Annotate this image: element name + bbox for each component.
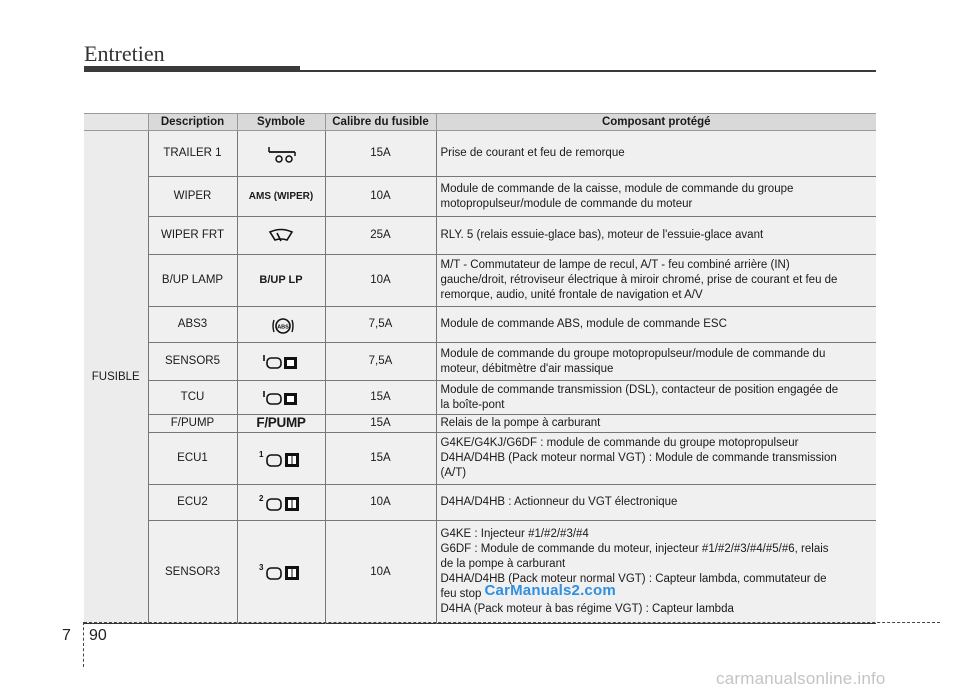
row-symbol [237,433,325,485]
table-row [84,521,876,624]
overlay-watermark: CarManuals2.com [484,582,616,599]
row-component [436,343,876,381]
row-symbol [237,131,325,177]
row-description: SENSOR5 [148,343,237,381]
row-symbol [237,255,325,307]
header-rule-thick [84,66,300,72]
page-number: 90 [89,627,107,644]
row-symbol [237,343,325,381]
component-line-with-overlay [440,582,873,602]
row-symbol [237,485,325,521]
row-description: ECU1 [148,433,237,485]
component-line: Relais de la pompe à carburant [440,417,601,429]
row-description: B/UP LAMP [148,255,237,307]
row-rating: 10A [325,177,436,217]
svg-text:2: 2 [259,493,264,503]
trailer-icon [263,145,299,163]
row-component [436,485,876,521]
backup-lamp-label: B/UP LP [259,274,303,286]
ecu-icon [257,493,305,513]
sensor-icon [261,389,301,407]
row-rating: 15A [325,433,436,485]
row-component [436,381,876,415]
table-header-row [84,114,876,131]
component-line: G6DF : Module de commande du moteur, injecteur #1/#2/#3/#4/#5/#6, relais [440,543,829,555]
table-row [84,485,876,521]
row-symbol [237,177,325,217]
component-line: Prise de courant et feu de remorque [440,147,625,159]
row-component [436,521,876,624]
site-watermark: carmanualsonline.info [716,669,886,688]
row-rating: 15A [325,381,436,415]
component-line: feu stop [440,588,482,600]
row-component [436,307,876,343]
row-description: SENSOR3 [148,521,237,624]
row-symbol [237,381,325,415]
row-symbol [237,307,325,343]
component-line: Module de commande ABS, module de commande ESC [440,318,727,330]
component-line: Module de commande du groupe motopropulseur/module de commande du [440,347,826,360]
component-line: gauche/droit, rétroviseur électrique à miroir chromé, prise de courant et feu de [440,274,838,286]
table-row [84,217,876,255]
svg-text:1: 1 [259,449,264,459]
ams-wiper-label: AMS (WIPER) [248,191,314,202]
table-row [84,177,876,217]
component-line: D4HA/D4HB (Pack moteur normal VGT) : Capteur lambda, commutateur de [440,573,827,585]
component-line: remorque, audio, unité frontale de navigation et A/V [440,289,703,301]
component-line: G4KE : Injecteur #1/#2/#3/#4 [440,528,589,540]
row-description: TRAILER 1 [148,131,237,177]
table-row [84,343,876,381]
fuse-table [84,113,876,624]
component-line: Module de commande transmission (DSL), contacteur de position engagée de [440,383,839,396]
row-description: WIPER [148,177,237,217]
row-component [436,433,876,485]
component-line: M/T - Commutateur de lampe de recul, A/T - feu combiné arrière (IN) [440,259,790,271]
component-line: RLY. 5 (relais essuie-glace bas), moteur de l'essuie-glace avant [440,229,764,241]
category-cell: FUSIBLE [84,131,148,624]
component-line: motopropulseur/module de commande du moteur [440,197,693,210]
row-symbol [237,521,325,624]
row-rating: 15A [325,131,436,177]
svg-text:3: 3 [259,563,264,572]
row-component [436,415,876,433]
row-rating: 10A [325,255,436,307]
header-component: Composant protégé [436,114,876,131]
row-symbol [237,217,325,255]
header-blank [84,114,148,131]
component-line: Module de commande de la caisse, module de commande du groupe [440,182,794,195]
footer-dashed-rule [84,622,940,623]
component-line: (A/T) [440,467,467,479]
table-row [84,131,876,177]
component-line: G4KE/G4KJ/G6DF : module de commande du groupe motopropulseur [440,437,799,449]
row-component [436,255,876,307]
component-line: de la pompe à carburant [440,558,566,570]
row-rating: 10A [325,485,436,521]
row-description: WIPER FRT [148,217,237,255]
row-component [436,217,876,255]
abs-icon [266,314,296,336]
row-rating: 7,5A [325,343,436,381]
row-component [436,131,876,177]
component-line: moteur, débitmètre d'air massique [440,362,614,375]
table-row [84,415,876,433]
row-component [436,177,876,217]
ecu-icon [257,562,305,582]
row-description: ECU2 [148,485,237,521]
row-rating: 10A [325,521,436,624]
row-rating: 15A [325,415,436,433]
header-rule-thin [300,70,876,72]
table-row [84,433,876,485]
row-description: ABS3 [148,307,237,343]
component-line: D4HA/D4HB (Pack moteur normal VGT) : Module de commande transmission [440,452,837,464]
component-line: D4HA/D4HB : Actionneur du VGT électronique [440,496,678,508]
front-wiper-icon [267,228,295,244]
chapter-number: 7 [62,627,71,644]
row-symbol [237,415,325,433]
header-symbol: Symbole [237,114,325,131]
row-description: F/PUMP [148,415,237,433]
row-description: TCU [148,381,237,415]
footer-dashed-divider [83,622,84,667]
header-rating: Calibre du fusible [325,114,436,131]
component-line: D4HA (Pack moteur à bas régime VGT) : Capteur lambda [440,603,734,615]
ecu-icon [257,449,305,469]
fuel-pump-label: F/PUMP [256,415,306,430]
component-line: la boîte-pont [440,398,505,411]
header-description: Description [148,114,237,131]
table-row [84,381,876,415]
page-header-title: Entretien [84,41,165,66]
svg-text:ABS: ABS [277,324,289,330]
table-row [84,255,876,307]
sensor-icon [261,353,301,371]
table-row [84,307,876,343]
row-rating: 7,5A [325,307,436,343]
row-rating: 25A [325,217,436,255]
